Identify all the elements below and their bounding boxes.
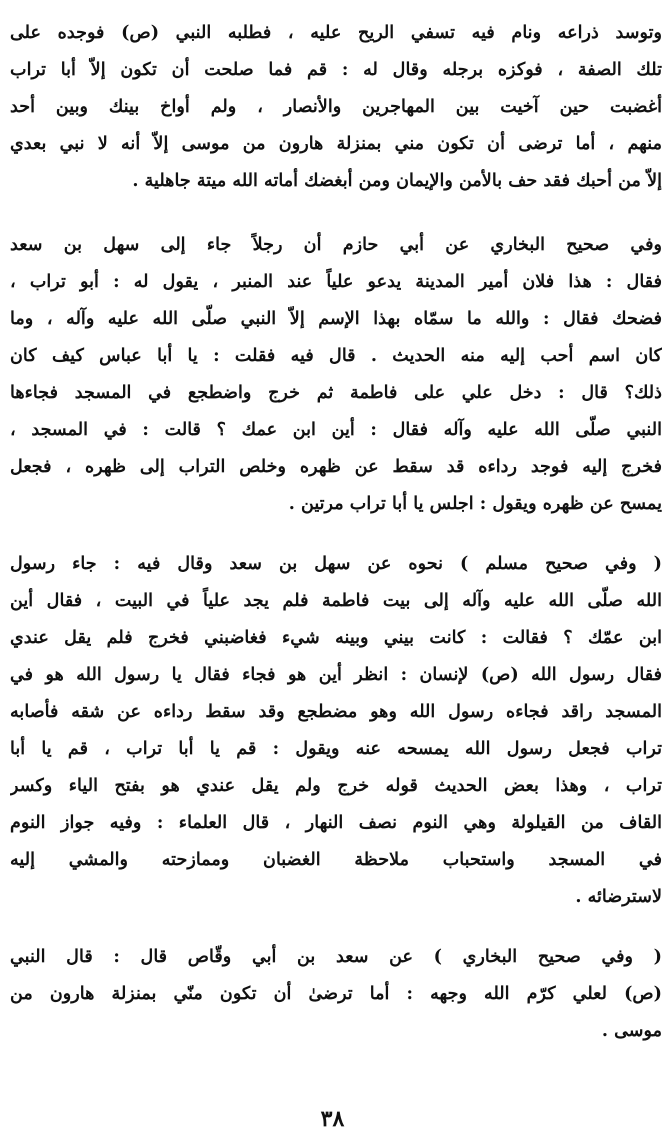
text-line: النبي صلّى الله عليه وآله فقال : أين ابن عمك ؟ قالت : في المسجد ، (10, 419, 662, 440)
text-line: يمسح عن ظهره ويقول : اجلس يا أبا تراب مرتين . (288, 493, 662, 514)
text-line: تلك الصفة ، فوكزه برجله وقال له : قم فما صلحت أن تكون إلاّ أبا تراب (10, 59, 662, 80)
text-line: ( وفي صحيح مسلم ) نحوه عن سهل بن سعد وقال فيه : جاء رسول (10, 553, 662, 574)
text-line: (ص) لعلي كرّم الله وجهه : أما ترضىٰ أن تكون منّي بمنزلة هارون من (10, 983, 662, 1004)
text-line: منهم ، أما ترضى أن تكون مني بمنزلة هارون من موسى إلاّ أنه لا نبي بعدي (10, 133, 662, 154)
text-line: لاسترضائه . (575, 886, 662, 907)
text-line: فضحك فقال : والله ما سمّاه بهذا الإسم إلاّ النبي صلّى الله عليه وآله ، وما (10, 308, 662, 329)
text-line: المسجد راقد فجاءه رسول الله وهو مضطجع وقد سقط رداءه عن شقه فأصابه (10, 701, 662, 722)
text-line: وفي صحيح البخاري عن أبي حازم أن رجلاً جاء إلى سهل بن سعد (10, 234, 662, 255)
paragraph-1 (10, 14, 662, 199)
text-line: فقال رسول الله (ص) لإنسان : انظر أين هو فجاء فقال يا رسول الله هو في (10, 664, 662, 685)
text-line: إلاّ من أحبك فقد حف بالأمن والإيمان ومن أبغضك أماته الله ميتة جاهلية . (132, 170, 662, 191)
text-line: تراب ، وهذا بعض الحديث قوله خرج ولم يقل عندي هو بفتح الياء وكسر (10, 775, 662, 796)
text-line: أغضبت حين آخيت بين المهاجرين والأنصار ، ولم أواخ بينك وبين أحد (10, 96, 662, 117)
paragraph-3 (10, 545, 662, 915)
text-line: موسى . (601, 1020, 662, 1041)
paragraph-2 (10, 226, 662, 522)
text-line: كان اسم أحب إليه منه الحديث . قال فيه فقلت : يا أبا عباس كيف كان (10, 345, 662, 366)
paragraph-4 (10, 938, 662, 1049)
text-line: ابن عمّك ؟ فقالت : كانت بيني وبينه شيء فغاضبني فخرج فلم يقل عندي (10, 627, 662, 648)
text-line: ذلك؟ قال : دخل علي على فاطمة ثم خرج واضطجع في المسجد فجاءها (10, 382, 662, 403)
text-line: فقال : هذا فلان أمير المدينة يدعو علياً عند المنبر ، يقول له : أبو تراب ، (10, 271, 662, 292)
text-line: فخرج إليه فوجد رداءه قد سقط عن ظهره وخلص التراب إلى ظهره ، فجعل (10, 456, 662, 477)
text-line: القاف من القيلولة وهي النوم نصف النهار ، قال العلماء : وفيه جواز النوم (10, 812, 662, 833)
text-line: في المسجد واستحباب ملاحظة الغضبان وممازحته والمشي إليه (10, 849, 662, 870)
text-line: الله صلّى الله عليه وآله إلى بيت فاطمة فلم يجد علياً في البيت ، فقال أين (10, 590, 662, 611)
text-line: وتوسد ذراعه ونام فيه تسفي الريح عليه ، فطلبه النبي (ص) فوجده على (10, 22, 662, 43)
text-line: ( وفي صحيح البخاري ) عن سعد بن أبي وقّاص قال : قال النبي (10, 946, 662, 967)
text-line: تراب فجعل رسول الله يمسحه عنه ويقول : قم يا أبا تراب ، قم يا أبا (10, 738, 662, 759)
page-number: ٣٨ (320, 1106, 345, 1132)
page-body (10, 14, 662, 1049)
